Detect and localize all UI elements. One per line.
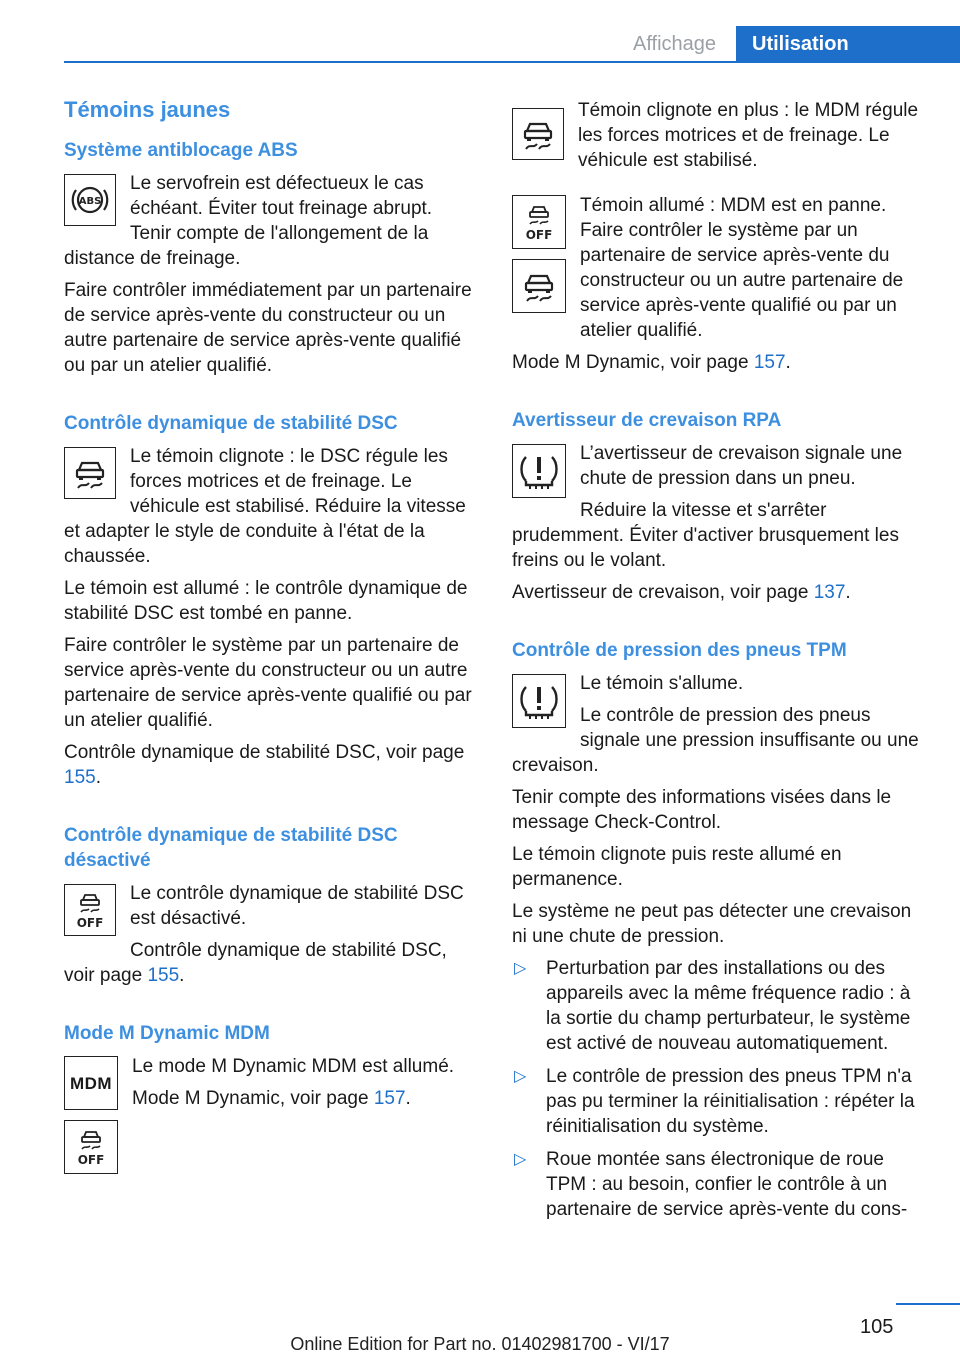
mdm-reference: [64, 1086, 478, 1111]
footer-divider: [896, 1303, 960, 1305]
right-column: [512, 98, 928, 1230]
tpm-paragraph-1: Le témoin s'allume.: [580, 673, 744, 694]
mdm-right-reference-end: .: [785, 352, 791, 373]
tpm-paragraph-3: Tenir compte des informations visées dans le message Check-Control.: [512, 787, 892, 833]
svg-text:ABS: ABS: [78, 196, 102, 207]
page-number: 105: [860, 1316, 894, 1338]
dsc-off-icon: [64, 1120, 118, 1174]
abs-heading: Système antiblocage ABS: [64, 140, 298, 161]
dsc-skid-car-icon: [512, 108, 564, 160]
edition-note: Online Edition for Part no. 01402981700 - VI/17: [290, 1334, 670, 1354]
dsc-skid-car-icon: [512, 259, 566, 313]
mdm-page-link[interactable]: 157: [373, 1088, 406, 1109]
tire-pressure-warning-icon: [512, 444, 566, 498]
dsc-skid-car-icon: [64, 447, 116, 499]
dsc-off-paragraph-1: Le contrôle dynamique de stabilité DSC est désactivé.: [130, 883, 464, 929]
rpa-reference: [512, 580, 928, 605]
mdm-icon-stack: [64, 1056, 118, 1184]
mdm-reference-text: Mode M Dynamic, voir page: [132, 1088, 374, 1109]
dsc-off-icon: [64, 884, 116, 936]
mdm-icon-label: MDM: [69, 1073, 113, 1093]
dsc-reference-end: .: [95, 767, 101, 788]
header-tab-affichage[interactable]: Affichage: [632, 33, 717, 55]
dsc-reference-text: Contrôle dynamique de stabilité DSC, voir page: [64, 742, 465, 763]
mdm-right-reference-text: Mode M Dynamic, voir page: [512, 352, 754, 373]
list-item-text: Perturbation par des installations ou des appareils avec la même fréquence radio : à la sortie du champ perturbateur, le système est activé de nouveau automatiquement.: [546, 958, 911, 1054]
header-tab-utilisation[interactable]: Utilisation: [736, 26, 960, 62]
page-header: [0, 0, 960, 64]
rpa-paragraph-2: Réduire la vitesse et s'arrêter prudemment. Éviter d'activer brusquement les freins ou le volant.: [512, 500, 899, 571]
svg-text:OFF: OFF: [76, 916, 104, 930]
rpa-page-link[interactable]: 137: [813, 582, 846, 603]
dsc-off-reference-text: Contrôle dynamique de stabilité DSC, voir page: [64, 940, 447, 986]
mdm-right-page-link[interactable]: 157: [753, 352, 786, 373]
tpm-paragraph-2: Le contrôle de pression des pneus signale une pression insuffisante ou une crevaison.: [512, 705, 919, 776]
mdm-fail-icon-stack: [512, 195, 566, 323]
rpa-reference-end: .: [845, 582, 851, 603]
rpa-heading: Avertisseur de crevaison RPA: [512, 410, 782, 431]
mdm-fail-paragraph: Témoin allumé : MDM est en panne. Faire contrôler le système par un partenaire de service après-vente du constructeur ou un autre partenaire de service après-vente qualifié ou par un atelier qualifié.: [580, 195, 904, 341]
mdm-right-reference: [512, 350, 928, 375]
list-item: [512, 1147, 928, 1222]
triangle-bullet-icon: ▷: [514, 1151, 527, 1168]
dsc-off-reference-end: .: [179, 965, 185, 986]
list-item-text: Le contrôle de pression des pneus TPM n'a pas pu terminer la réinitialisation : répéter la réinitialisation du système.: [546, 1066, 915, 1137]
tpm-bullet-list: [512, 956, 928, 1222]
dsc-reference: [64, 740, 478, 790]
left-column: [64, 96, 478, 1188]
mdm-heading: Mode M Dynamic MDM: [64, 1023, 270, 1044]
mdm-paragraph-1: Le mode M Dynamic MDM est allumé.: [132, 1056, 455, 1077]
dsc-heading: Contrôle dynamique de stabilité DSC: [64, 413, 398, 434]
rpa-reference-text: Avertisseur de crevaison, voir page: [512, 582, 814, 603]
svg-text:OFF: OFF: [77, 1153, 105, 1167]
rpa-paragraph-1: L’avertisseur de crevaison signale une chute de pression dans un pneu.: [580, 443, 903, 489]
abs-paragraph-2: Faire contrôler immédiatement par un partenaire de service après-vente du constructeur ou un autre partenaire de service après-vente qualifié ou par un atelier qualifié.: [64, 280, 472, 376]
list-item-text: Roue montée sans électronique de roue TPM : au besoin, confier le contrôle à un partenaire de service après-vente du cons-: [546, 1149, 908, 1220]
tpm-paragraph-4: Le témoin clignote puis reste allumé en permanence.: [512, 844, 842, 890]
dsc-page-link[interactable]: 155: [64, 767, 96, 788]
list-item: [512, 1064, 928, 1139]
svg-text:OFF: OFF: [525, 228, 553, 242]
list-item: [512, 956, 928, 1056]
header-divider: [64, 61, 960, 63]
tpm-heading: Contrôle de pression des pneus TPM: [512, 640, 847, 661]
mdm-blink-paragraph: Témoin clignote en plus : le MDM régule les forces motrices et de freinage. Le véhicule est stabilisé.: [578, 100, 919, 171]
abs-paragraph-1: Le servofrein est défectueux le cas échéant. Éviter tout freinage abrupt. Tenir compte de l'allongement de la distance de freinage.: [64, 173, 433, 269]
mdm-reference-end: .: [405, 1088, 411, 1109]
tire-pressure-warning-icon: [512, 674, 566, 728]
dsc-paragraph-3: Faire contrôler le système par un partenaire de service après-vente du constructeur ou un autre partenaire de service après-vente qualifié ou par un atelier qualifié.: [64, 635, 472, 731]
mdm-text-icon: [64, 1056, 118, 1110]
triangle-bullet-icon: ▷: [514, 960, 527, 977]
dsc-off-reference: [64, 938, 478, 988]
dsc-off-page-link[interactable]: 155: [147, 965, 180, 986]
dsc-off-heading: Contrôle dynamique de stabilité DSC désactivé: [64, 825, 398, 871]
dsc-paragraph-2: Le témoin est allumé : le contrôle dynamique de stabilité DSC est tombé en panne.: [64, 578, 468, 624]
abs-warning-icon: [64, 174, 116, 226]
dsc-paragraph-1: Le témoin clignote : le DSC régule les forces motrices et de freinage. Le véhicule est stabilisé. Réduire la vitesse et adapter le style de conduite à l'état de la chaussée.: [64, 446, 466, 567]
triangle-bullet-icon: ▷: [514, 1068, 527, 1085]
dsc-off-icon: [512, 195, 566, 249]
tpm-paragraph-5: Le système ne peut pas détecter une crevaison ni une chute de pression.: [512, 901, 912, 947]
section-title: Témoins jaunes: [64, 97, 231, 122]
